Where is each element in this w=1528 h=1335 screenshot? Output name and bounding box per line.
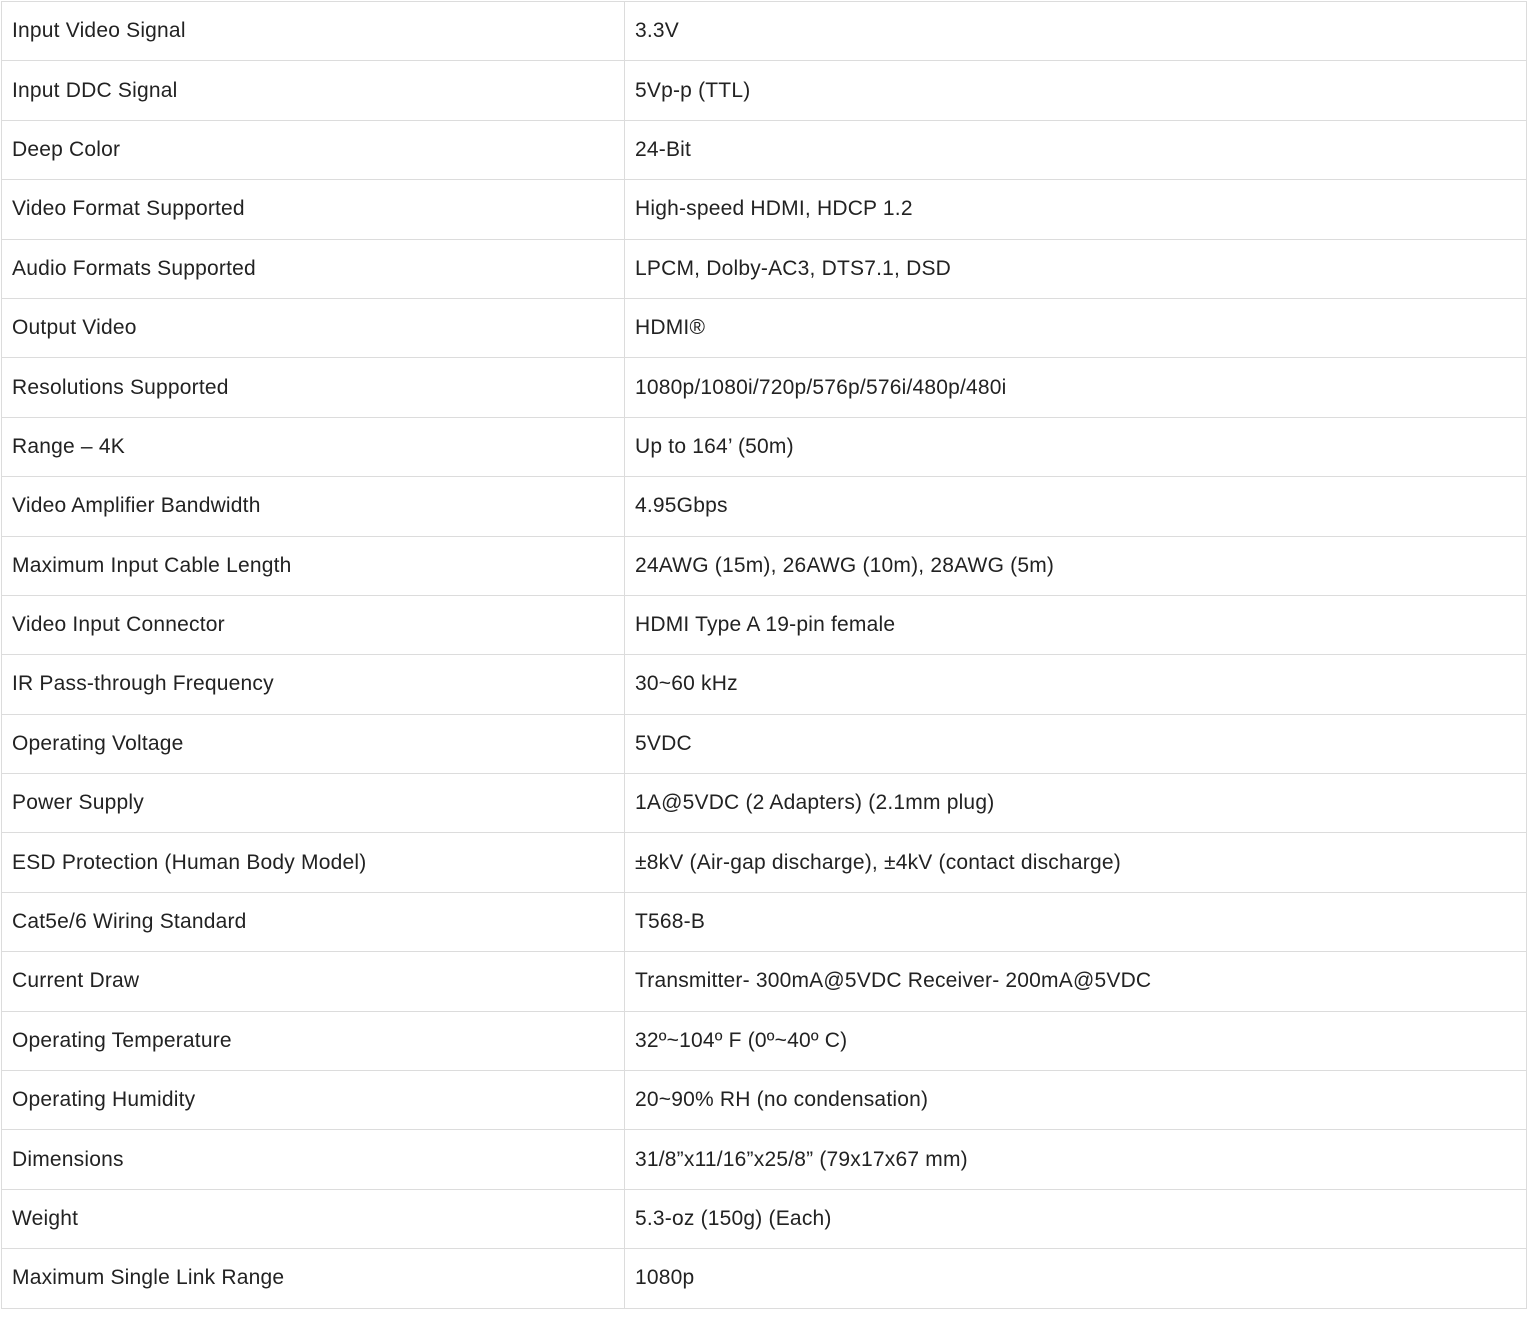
table-row [2, 298, 1527, 357]
spec-value: 20~90% RH (no condensation) [625, 1071, 1527, 1130]
table-row [2, 833, 1527, 892]
table-row [2, 1249, 1527, 1308]
table-row [2, 595, 1527, 654]
spec-label: Cat5e/6 Wiring Standard [2, 892, 625, 951]
spec-value: ±8kV (Air-gap discharge), ±4kV (contact discharge) [625, 833, 1527, 892]
spec-label: Weight [2, 1189, 625, 1248]
spec-value: 32º~104º F (0º~40º C) [625, 1011, 1527, 1070]
spec-label: Range – 4K [2, 417, 625, 476]
spec-label: Operating Temperature [2, 1011, 625, 1070]
table-row [2, 239, 1527, 298]
spec-label: Operating Voltage [2, 714, 625, 773]
spec-label: Power Supply [2, 774, 625, 833]
table-row [2, 655, 1527, 714]
spec-label: Video Amplifier Bandwidth [2, 477, 625, 536]
spec-value: 31/8”x11/16”x25/8” (79x17x67 mm) [625, 1130, 1527, 1189]
spec-label: Input DDC Signal [2, 61, 625, 120]
table-row [2, 477, 1527, 536]
spec-value: 5.3-oz (150g) (Each) [625, 1189, 1527, 1248]
spec-label: Maximum Input Cable Length [2, 536, 625, 595]
spec-value: High-speed HDMI, HDCP 1.2 [625, 180, 1527, 239]
table-row [2, 774, 1527, 833]
spec-value: 24-Bit [625, 120, 1527, 179]
table-row [2, 180, 1527, 239]
spec-value: LPCM, Dolby-AC3, DTS7.1, DSD [625, 239, 1527, 298]
spec-value: 5Vp-p (TTL) [625, 61, 1527, 120]
spec-value: HDMI® [625, 298, 1527, 357]
spec-value: 1080p/1080i/720p/576p/576i/480p/480i [625, 358, 1527, 417]
spec-value: 5VDC [625, 714, 1527, 773]
spec-table [1, 1, 1527, 1309]
spec-label: Video Format Supported [2, 180, 625, 239]
spec-value: 30~60 kHz [625, 655, 1527, 714]
table-row [2, 714, 1527, 773]
spec-label: Output Video [2, 298, 625, 357]
spec-label: Video Input Connector [2, 595, 625, 654]
spec-value: Up to 164’ (50m) [625, 417, 1527, 476]
spec-label: Maximum Single Link Range [2, 1249, 625, 1308]
spec-value: 4.95Gbps [625, 477, 1527, 536]
table-row [2, 1011, 1527, 1070]
spec-value: HDMI Type A 19-pin female [625, 595, 1527, 654]
spec-label: ESD Protection (Human Body Model) [2, 833, 625, 892]
spec-label: Resolutions Supported [2, 358, 625, 417]
spec-value: Transmitter- 300mA@5VDC Receiver- 200mA@5VDC [625, 952, 1527, 1011]
spec-value: 1A@5VDC (2 Adapters) (2.1mm plug) [625, 774, 1527, 833]
spec-label: Operating Humidity [2, 1071, 625, 1130]
table-row [2, 417, 1527, 476]
spec-table-body [2, 2, 1527, 1309]
spec-value: T568-B [625, 892, 1527, 951]
table-row [2, 536, 1527, 595]
table-row [2, 2, 1527, 61]
spec-value: 24AWG (15m), 26AWG (10m), 28AWG (5m) [625, 536, 1527, 595]
spec-label: Deep Color [2, 120, 625, 179]
table-row [2, 952, 1527, 1011]
spec-label: IR Pass-through Frequency [2, 655, 625, 714]
spec-value: 3.3V [625, 2, 1527, 61]
spec-value: 1080p [625, 1249, 1527, 1308]
table-row [2, 892, 1527, 951]
spec-label: Current Draw [2, 952, 625, 1011]
table-row [2, 61, 1527, 120]
table-row [2, 1189, 1527, 1248]
table-row [2, 120, 1527, 179]
spec-label: Input Video Signal [2, 2, 625, 61]
table-row [2, 358, 1527, 417]
table-row [2, 1071, 1527, 1130]
spec-label: Audio Formats Supported [2, 239, 625, 298]
spec-label: Dimensions [2, 1130, 625, 1189]
table-row [2, 1130, 1527, 1189]
